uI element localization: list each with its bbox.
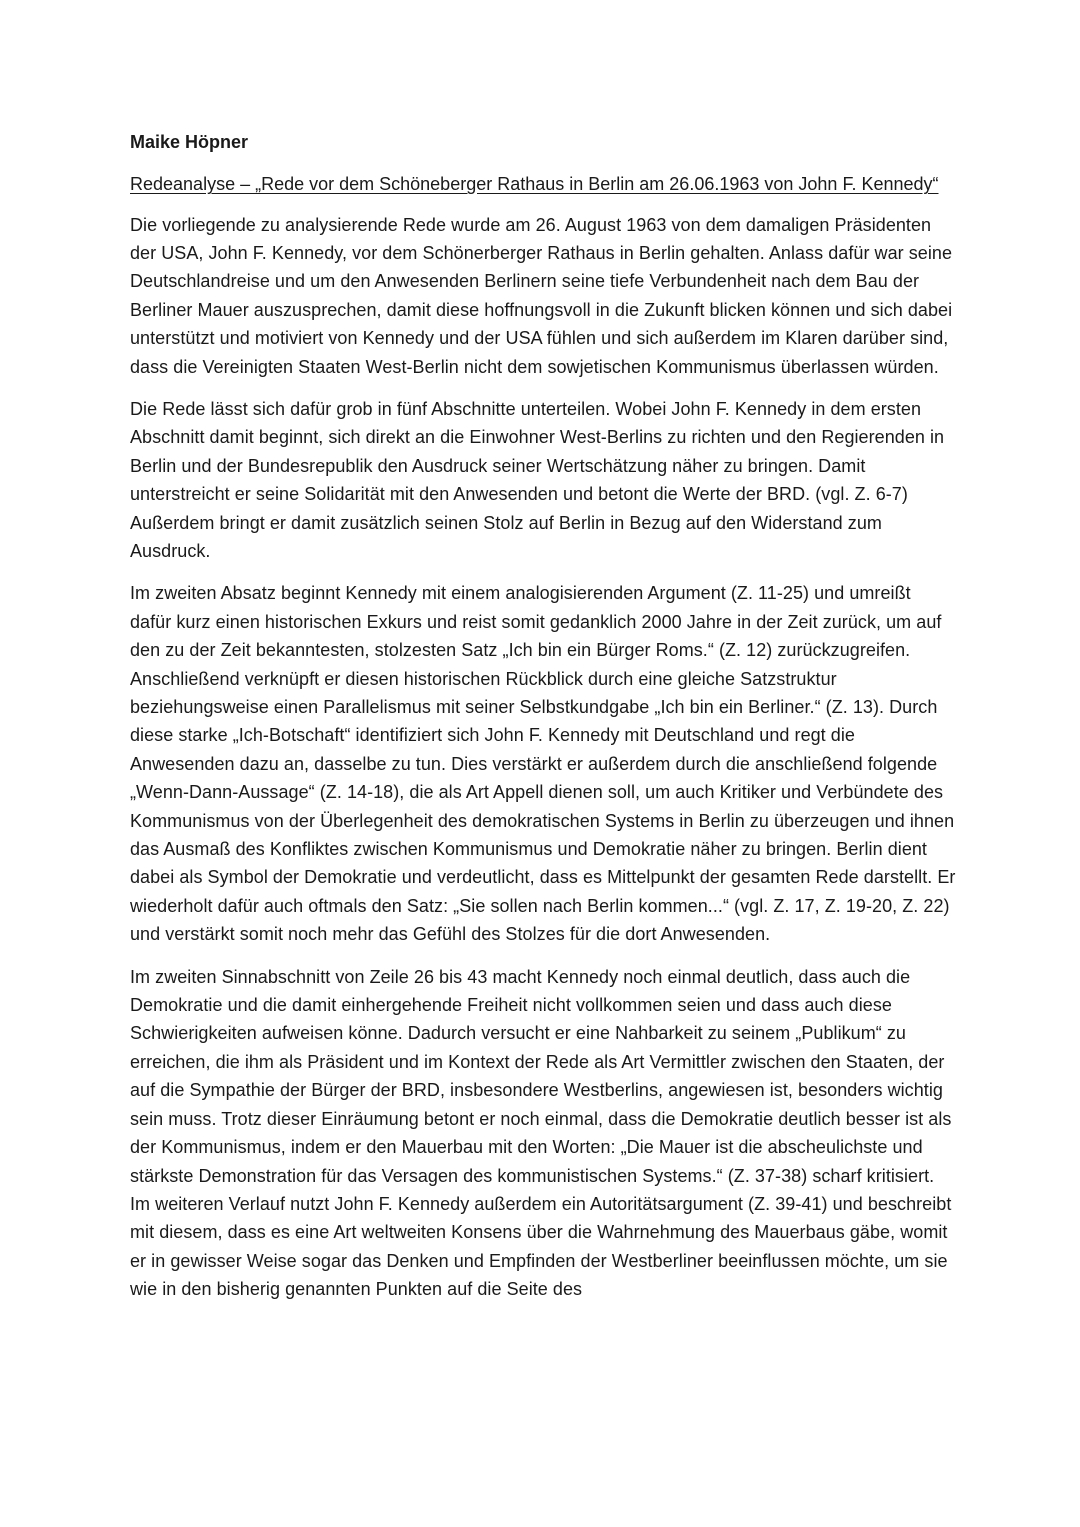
paragraph-2: Die Rede lässt sich dafür grob in fünf Abschnitte unterteilen. Wobei John F. Kennedy in dem ersten Abschnitt damit beginnt, sich direkt an die Einwohner West-Berlins zu richten und den Regierenden in Berlin und der Bundesrepublik den Ausdruck seiner Wertschätzung näher zu bringen. Damit unterstreicht er seine Solidarität mit den Anwesenden und betont die Werte der BRD. (vgl. Z. 6-7) Außerdem bringt er damit zusätzlich seinen Stolz auf Berlin in Bezug auf den Widerstand zum Ausdruck. [130, 398, 945, 561]
paragraph-4: Im zweiten Sinnabschnitt von Zeile 26 bis 43 macht Kennedy noch einmal deutlich, dass auch die Demokratie und die damit einhergehende Freiheit nicht vollkommen seien und dass auch diese Schwierigkeiten aufweisen könne. Dadurch versucht er eine Nahbarkeit zu seinem „Publikum“ zu erreichen, die ihm als Präsident und im Kontext der Rede als Art Vermittler zwischen den Staaten, der auf die Sympathie der Bürger der BRD, insbesondere Westberlins, angewiesen ist, besonders wichtig sein muss. Trotz dieser Einräumung betont er noch einmal, dass die Demokratie deutlich besser ist als der Kommunismus, indem er den Mauerbau mit den Worten: „Die Mauer ist die abscheulichste und stärkste Demonstration für das Versagen des kommunistischen Systems.“ (Z. 37-38) scharf kritisiert. Im weiteren Verlauf nutzt John F. Kennedy außerdem ein Autoritätsargument (Z. 39-41) und beschreibt mit diesem, dass es eine Art weltweiten Konsens über die Wahrnehmung des Mauerbaus gäbe, womit er in gewisser Weise sogar das Denken und Empfinden der Westberliner beeinflussen möchte, um sie wie in den bisherig genannten Punkten auf die Seite des [130, 966, 952, 1300]
author-name: Maike Höpner [130, 132, 249, 152]
document-page [130, 128, 956, 1318]
document-title: Redeanalyse – „Rede vor dem Schöneberger Rathaus in Berlin am 26.06.1963 von John F. Kennedy“ [130, 174, 939, 194]
paragraph-1: Die vorliegende zu analysierende Rede wurde am 26. August 1963 von dem damaligen Präsidenten der USA, John F. Kennedy, vor dem Schönerberger Rathaus in Berlin gehalten. Anlass dafür war seine Deutschlandreise und um den Anwesenden Berlinern seine tiefe Verbundenheit nach dem Bau der Berliner Mauer auszusprechen, damit diese hoffnungsvoll in die Zukunft blicken können und sich dabei unterstützt und motiviert von Kennedy und der USA fühlen und sich außerdem im Klaren darüber sind, dass die Vereinigten Staaten West-Berlin nicht dem sowjetischen Kommunismus überlassen würden. [130, 214, 953, 377]
paragraph-3: Im zweiten Absatz beginnt Kennedy mit einem analogisierenden Argument (Z. 11-25) und umreißt dafür kurz einen historischen Exkurs und reist somit gedanklich 2000 Jahre in der Zeit zurück, um auf den zu der Zeit bekanntesten, stolzesten Satz „Ich bin ein Bürger Roms.“ (Z. 12) zurückzugreifen. Anschließend verknüpft er diesen historischen Rückblick durch eine gleiche Satzstruktur beziehungsweise einen Parallelismus mit seiner Selbstkundgabe „Ich bin ein Berliner.“ (Z. 13). Durch diese starke „Ich-Botschaft“ identifiziert sich John F. Kennedy mit Deutschland und regt die Anwesenden dazu an, dasselbe zu tun. Dies verstärkt er außerdem durch die anschließend folgende „Wenn-Dann-Aussage“ (Z. 14-18), die als Art Appell dienen soll, um auch Kritiker und Verbündete des Kommunismus von der Überlegenheit des demokratischen Systems in Berlin zu überzeugen und ihnen das Ausmaß des Konfliktes zwischen Kommunismus und Demokratie näher zu bringen. Berlin dient dabei als Symbol der Demokratie und verdeutlicht, dass es Mittelpunkt der gesamten Rede darstellt. Er wiederholt dafür auch oftmals den Satz: „Sie sollen nach Berlin kommen...“ (vgl. Z. 17, Z. 19-20, Z. 22) und verstärkt somit noch mehr das Gefühl des Stolzes für die dort Anwesenden. [130, 583, 956, 945]
